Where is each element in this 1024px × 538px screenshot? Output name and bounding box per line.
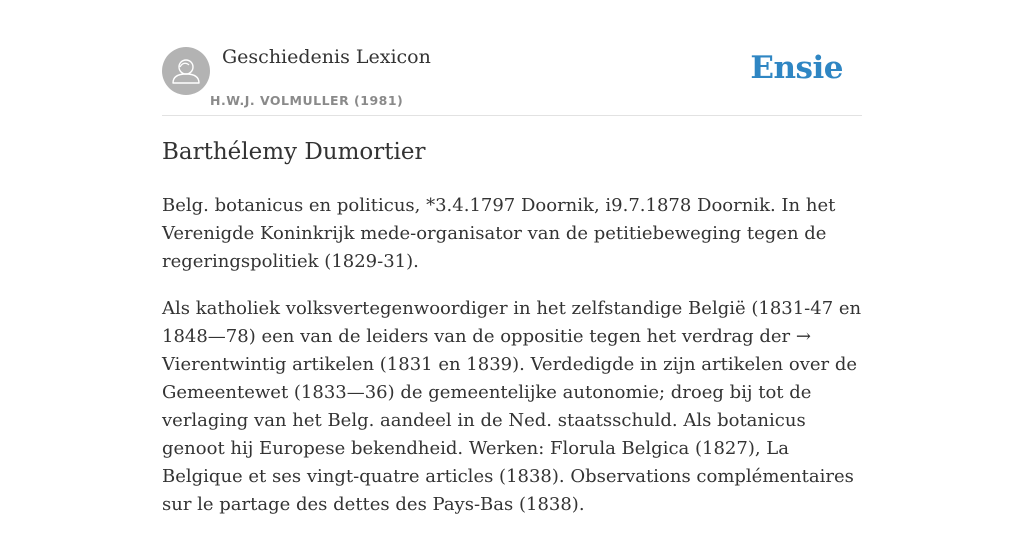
author-avatar[interactable] xyxy=(162,47,210,95)
source-title[interactable]: Geschiedenis Lexicon xyxy=(222,46,431,68)
author-name[interactable]: H.W.J. VOLMULLER (1981) xyxy=(210,93,404,108)
entry-paragraph: Als katholiek volksvertegenwoordiger in het zelfstandige België (1831-47 en 1848—78) een van de leiders van de oppositie tegen het verdrag der → Vierentwintig artikelen (1831 en 1839). Verdedigde in zijn artikelen over de Gemeentewet (1833—36) de gemeentelijke autonomie; droeg bij tot de verlaging van het Belg. aandeel in de Ned. staatsschuld. Als botanicus genoot hij Europese bekendheid. Werken: Florula Belgica (1827), La Belgique et ses vingt-quatre articles (1838). Observations complémentaires sur le partage des dettes des Pays-Bas (1838). xyxy=(162,298,862,515)
ensie-logo[interactable]: Ensie xyxy=(750,50,843,86)
entry-paragraph: Belg. botanicus en politicus, *3.4.1797 Doornik, i9.7.1878 Doornik. In het Verenigde Koninkrijk mede-organisator van de petitiebeweging tegen de regeringspolitiek (1829-31). xyxy=(162,195,836,272)
header xyxy=(162,0,862,116)
entry-title: Barthélemy Dumortier xyxy=(162,139,426,165)
user-outline-icon xyxy=(162,47,210,95)
page xyxy=(162,0,862,515)
entry-body xyxy=(162,192,866,538)
